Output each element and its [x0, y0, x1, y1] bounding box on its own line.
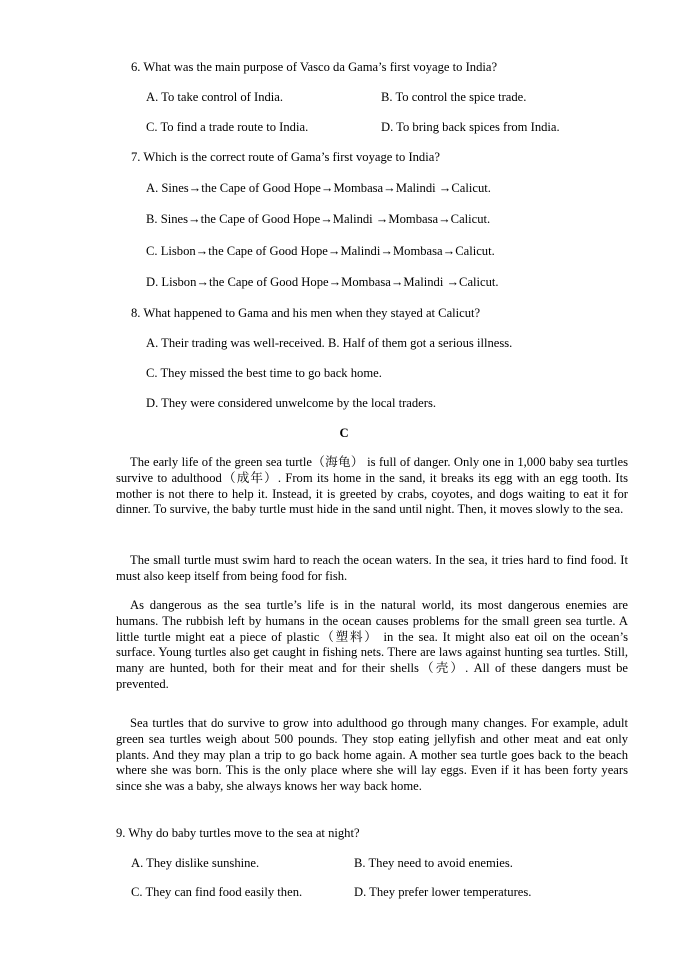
q7-option-b: B. Sines→the Cape of Good Hope→Malindi →Mombasa→Calicut.	[146, 212, 491, 226]
q9-option-a: A. They dislike sunshine.	[131, 856, 260, 870]
section-heading: C	[339, 426, 349, 440]
passage-paragraph-2: The small turtle must swim hard to reach the ocean waters. In the sea, it tries hard to find food. It must also keep itself from being food for fish.	[116, 553, 628, 583]
q9-option-c: C. They can find food easily then.	[131, 885, 303, 899]
q9-option-b: B. They need to avoid enemies.	[354, 856, 513, 870]
passage-paragraph-3: As dangerous as the sea turtle’s life is in the natural world, its most dangerous enemies are humans. The rubbish left by humans in the ocean causes problems for the small green sea turtle. A little turtle might eat a piece of plastic（塑料） in the sea. It might also eat oil on the ocean’s surface. Young turtles also get caught in fishing nets. There are laws against hunting sea turtles. Still, many are hunted, both for their meat and for their shells（壳）. All of these dangers must be prevented.	[116, 598, 628, 691]
question-7: 7. Which is the correct route of Gama’s first voyage to India?	[131, 150, 440, 164]
passage-paragraph-1: The early life of the green sea turtle（海龟） is full of danger. Only one in 1,000 baby sea turtles survive to adulthood（成年）. From its home in the sand, it breaks its egg with an egg tooth. Its mother is not there to help it. Instead, it is greeted by crabs, coyotes, and dogs waiting to eat it for dinner. To survive, the baby turtle must hide in the sand until night. Then, it moves slowly to the sea.	[116, 455, 628, 517]
q6-option-a: A. To take control of India.	[146, 90, 284, 104]
question-8: 8. What happened to Gama and his men when they stayed at Calicut?	[131, 306, 481, 320]
q7-option-d: D. Lisbon→the Cape of Good Hope→Mombasa→Malindi →Calicut.	[146, 275, 499, 289]
q7-option-c: C. Lisbon→the Cape of Good Hope→Malindi→Mombasa→Calicut.	[146, 244, 495, 258]
q8-option-d: D. They were considered unwelcome by the local traders.	[146, 396, 437, 410]
q9-option-d: D. They prefer lower temperatures.	[354, 885, 532, 899]
q8-option-ab: A. Their trading was well-received. B. Half of them got a serious illness.	[146, 336, 513, 350]
q7-option-a: A. Sines→the Cape of Good Hope→Mombasa→Malindi →Calicut.	[146, 181, 491, 195]
q8-option-c: C. They missed the best time to go back home.	[146, 366, 382, 380]
passage-paragraph-4: Sea turtles that do survive to grow into adulthood go through many changes. For example, adult green sea turtles weigh about 500 pounds. They stop eating jellyfish and other meat and eat only plants. And they may plan a trip to go back home again. A mother sea turtle goes back to the beach where she was born. This is the only place where she will lay eggs. Even if it has been forty years since she was a baby, she always knows her way back home.	[116, 716, 628, 794]
question-9: 9. Why do baby turtles move to the sea at night?	[116, 826, 360, 840]
q6-option-b: B. To control the spice trade.	[381, 90, 527, 104]
q6-option-d: D. To bring back spices from India.	[381, 120, 560, 134]
question-6: 6. What was the main purpose of Vasco da Gama’s first voyage to India?	[131, 60, 498, 74]
q6-option-c: C. To find a trade route to India.	[146, 120, 309, 134]
